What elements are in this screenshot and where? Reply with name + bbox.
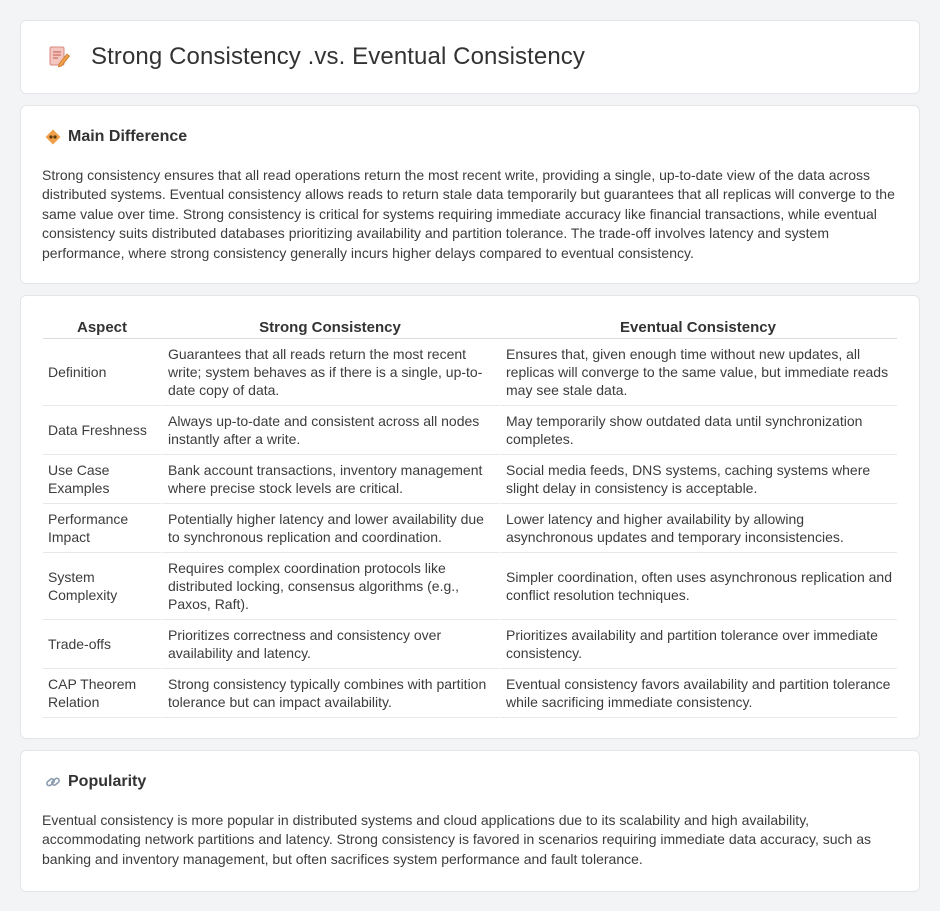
diamond-badge-icon	[44, 128, 62, 146]
eventual-cell: Simpler coordination, often uses asynchronous replication and conflict resolution techniques.	[499, 553, 897, 620]
aspect-cell: Data Freshness	[43, 406, 161, 455]
title-card	[20, 20, 920, 94]
aspect-cell: System Complexity	[43, 553, 161, 620]
eventual-cell: Prioritizes availability and partition tolerance over immediate consistency.	[499, 620, 897, 669]
strong-cell: Requires complex coordination protocols like distributed locking, consensus algorithms (e.g., Paxos, Raft).	[161, 553, 499, 620]
popularity-title: Popularity	[68, 773, 147, 791]
strong-cell: Potentially higher latency and lower availability due to synchronous replication and coordination.	[161, 504, 499, 553]
link-icon	[44, 773, 62, 791]
aspect-cell: Use Case Examples	[43, 455, 161, 504]
page-title: Strong Consistency .vs. Eventual Consistency	[91, 43, 585, 70]
popularity-header	[42, 773, 899, 791]
header-aspect: Aspect	[43, 317, 161, 339]
main-difference-text: Strong consistency ensures that all read operations return the most recent write, providing a single, up-to-date view of the data across distributed systems. Eventual consistency allows reads to return stale data temporarily but guarantees that all replicas will converge to the same value over time. Strong consistency is critical for systems requiring immediate accuracy like financial transactions, while eventual consistency suits distributed databases prioritizing availability and partition tolerance. The trade-off involves latency and system performance, where strong consistency generally incurs higher delays compared to eventual consistency.	[42, 167, 895, 261]
aspect-cell: Trade-offs	[43, 620, 161, 669]
aspect-cell: CAP Theorem Relation	[43, 669, 161, 718]
table-row	[43, 620, 897, 669]
table-header-row	[43, 317, 897, 339]
strong-cell: Bank account transactions, inventory management where precise stock levels are critical.	[161, 455, 499, 504]
popularity-text: Eventual consistency is more popular in distributed systems and cloud applications due to its scalability and high availability, accommodating network partitions and latency. Strong consistency is favored in scenarios requiring immediate data accuracy, such as banking and inventory management, but often sacrifices system performance and fault tolerance.	[42, 812, 872, 867]
comparison-table	[43, 317, 897, 718]
table-row	[43, 339, 897, 406]
main-difference-section	[20, 105, 920, 284]
document-pencil-icon	[45, 43, 73, 71]
eventual-cell: Eventual consistency favors availability and partition tolerance while sacrificing immediate consistency.	[499, 669, 897, 718]
strong-cell: Prioritizes correctness and consistency over availability and latency.	[161, 620, 499, 669]
eventual-cell: May temporarily show outdated data until synchronization completes.	[499, 406, 897, 455]
table-row	[43, 553, 897, 620]
table-row	[43, 669, 897, 718]
popularity-section	[20, 750, 920, 892]
comparison-card	[20, 295, 920, 739]
eventual-cell: Ensures that, given enough time without new updates, all replicas will converge to the same value, but immediate reads may see stale data.	[499, 339, 897, 406]
strong-cell: Strong consistency typically combines with partition tolerance but can impact availability.	[161, 669, 499, 718]
header-eventual: Eventual Consistency	[499, 317, 897, 339]
table-row	[43, 406, 897, 455]
table-row	[43, 455, 897, 504]
main-difference-header	[42, 128, 899, 146]
eventual-cell: Lower latency and higher availability by allowing asynchronous updates and temporary inconsistencies.	[499, 504, 897, 553]
main-difference-title: Main Difference	[68, 128, 188, 145]
header-strong: Strong Consistency	[161, 317, 499, 339]
aspect-cell: Definition	[43, 339, 161, 406]
strong-cell: Always up-to-date and consistent across all nodes instantly after a write.	[161, 406, 499, 455]
eventual-cell: Social media feeds, DNS systems, caching systems where slight delay in consistency is acceptable.	[499, 455, 897, 504]
aspect-cell: Performance Impact	[43, 504, 161, 553]
table-row	[43, 504, 897, 553]
strong-cell: Guarantees that all reads return the most recent write; system behaves as if there is a single, up-to-date copy of data.	[161, 339, 499, 406]
